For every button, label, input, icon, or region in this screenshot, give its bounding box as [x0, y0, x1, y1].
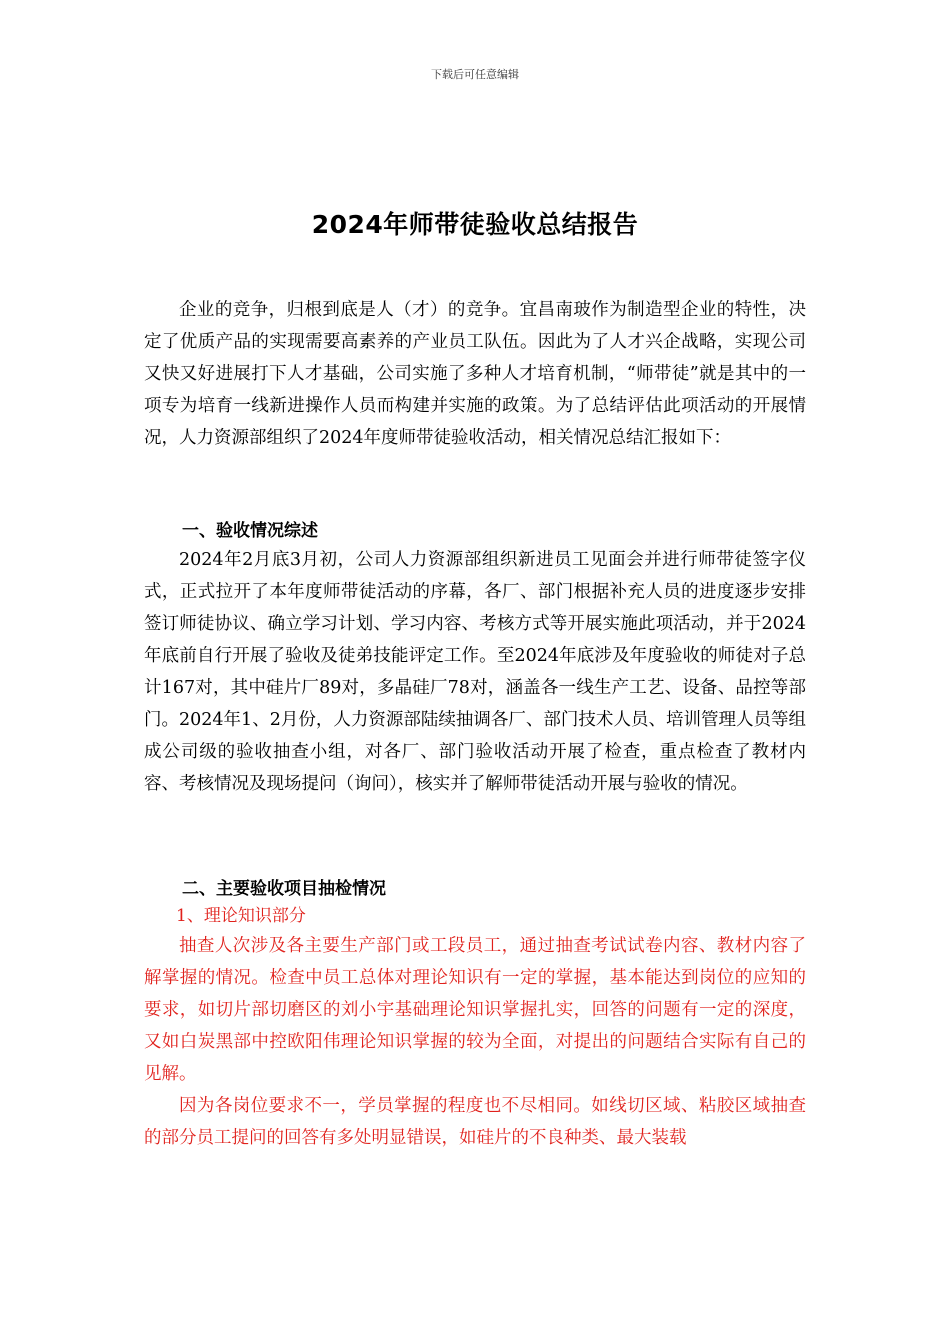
intro-block [144, 294, 806, 454]
section2-block [144, 876, 806, 1154]
header-note: 下载后可任意编辑 [431, 68, 519, 81]
section1-block [144, 518, 806, 800]
document-title: 2024年师带徒验收总结报告 [311, 210, 639, 239]
section2-paragraph-2: 因为各岗位要求不一，学员掌握的程度也不尽相同。如线切区域、粘胶区域抽查的部分员工提问的回答有多处明显错误，如硅片的不良种类、最大装载 [144, 1096, 806, 1148]
section2-heading: 二、主要验收项目抽检情况 [182, 879, 386, 899]
section1-heading: 一、验收情况综述 [182, 521, 318, 541]
section2-paragraph-1: 抽查人次涉及各主要生产部门或工段员工，通过抽查考试试卷内容、教材内容了解掌握的情况。检查中员工总体对理论知识有一定的掌握，基本能达到岗位的应知的要求，如切片部切磨区的刘小宇基础理论知识掌握扎实，回答的问题有一定的深度，又如白炭黑部中控欧阳伟理论知识掌握的较为全面，对提出的问题结合实际有自己的见解。 [144, 936, 806, 1084]
section1-paragraph: 2024年2月底3月初，公司人力资源部组织新进员工见面会并进行师带徒签字仪式，正式拉开了本年度师带徒活动的序幕，各厂、部门根据补充人员的进度逐步安排签订师徒协议、确立学习计划、学习内容、考核方式等开展实施此项活动，并于2024年底前自行开展了验收及徒弟技能评定工作。至2024年底涉及年度验收的师徒对子总计167对，其中硅片厂89对，多晶硅厂78对，涵盖各一线生产工艺、设备、品控等部门。2024年1、2月份，人力资源部陆续抽调各厂、部门技术人员、培训管理人员等组成公司级的验收抽查小组，对各厂、部门验收活动开展了检查，重点检查了教材内容、考核情况及现场提问（询问），核实并了解师带徒活动开展与验收的情况。 [144, 550, 806, 794]
section2-subheading-theory: 1、理论知识部分 [176, 906, 306, 926]
intro-paragraph: 企业的竞争，归根到底是人（才）的竞争。宜昌南玻作为制造型企业的特性，决定了优质产品的实现需要高素养的产业员工队伍。因此为了人才兴企战略，实现公司又快又好进展打下人才基础，公司实施了多种人才培育机制，“师带徒”就是其中的一项专为培育一线新进操作人员而构建并实施的政策。为了总结评估此项活动的开展情况，人力资源部组织了2024年度师带徒验收活动，相关情况总结汇报如下： [144, 300, 806, 448]
